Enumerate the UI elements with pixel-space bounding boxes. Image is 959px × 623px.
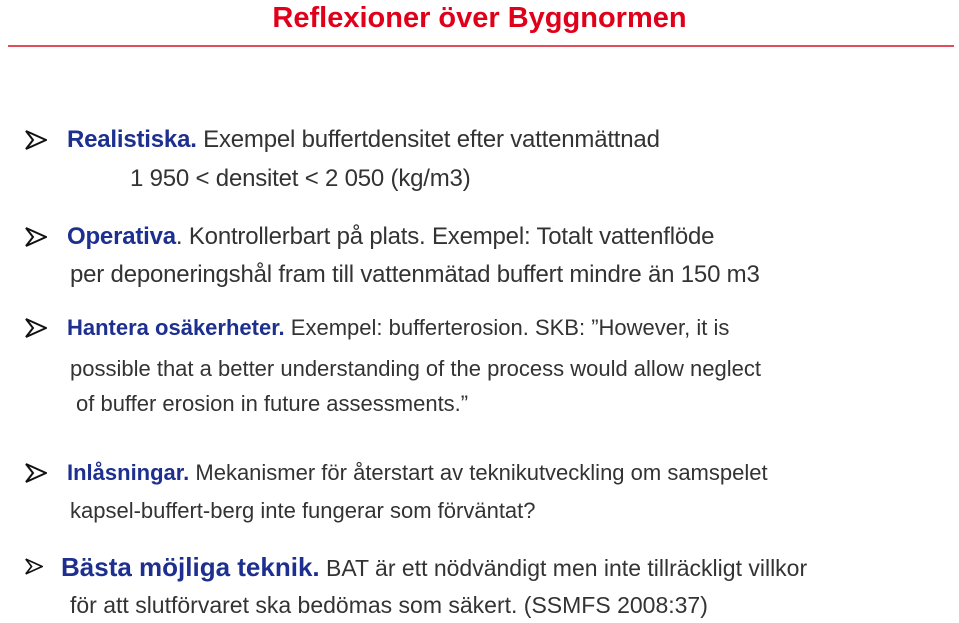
- bullet-continuation: kapsel-buffert-berg inte fungerar som förväntat?: [70, 498, 536, 523]
- bullet-text: BAT är ett nödvändigt men inte tillräckligt villkor: [319, 555, 808, 581]
- arrow-bullet-icon: [25, 227, 47, 247]
- bullet-continuation: per deponeringshål fram till vattenmätad buffert mindre än 150 m3: [70, 261, 760, 288]
- arrow-bullet-icon: [25, 463, 47, 483]
- arrow-bullet-icon: [25, 318, 47, 338]
- title-divider: [8, 45, 954, 47]
- bullet-text: Mekanismer för återstart av teknikutveckling om samspelet: [189, 460, 768, 485]
- bullet-heading: Hantera osäkerheter.: [67, 315, 285, 340]
- bullet-text: Exempel buffertdensitet efter vattenmättnad: [196, 126, 660, 153]
- bullet-continuation: 1 950 < densitet < 2 050 (kg/m3): [130, 165, 471, 192]
- bullet-text: Exempel: bufferterosion. SKB: ”However, it is: [284, 315, 730, 340]
- bullet-continuation: of buffer erosion in future assessments.”: [76, 391, 469, 416]
- bullet-text: . Kontrollerbart på plats. Exempel: Totalt vattenflöde: [175, 223, 715, 250]
- page-title: Reflexioner över Byggnormen: [272, 2, 687, 34]
- bullet-heading: Realistiska.: [67, 126, 197, 153]
- bullet-continuation: possible that a better understanding of the process would allow neglect: [70, 356, 761, 381]
- bullet-heading: Operativa: [67, 223, 176, 250]
- arrow-bullet-icon: [25, 558, 43, 575]
- bullet-heading: Inlåsningar.: [67, 460, 190, 485]
- bullet-continuation: för att slutförvaret ska bedömas som säkert. (SSMFS 2008:37): [70, 592, 708, 618]
- arrow-bullet-icon: [25, 130, 47, 150]
- bullet-heading: Bästa möjliga teknik.: [61, 552, 320, 582]
